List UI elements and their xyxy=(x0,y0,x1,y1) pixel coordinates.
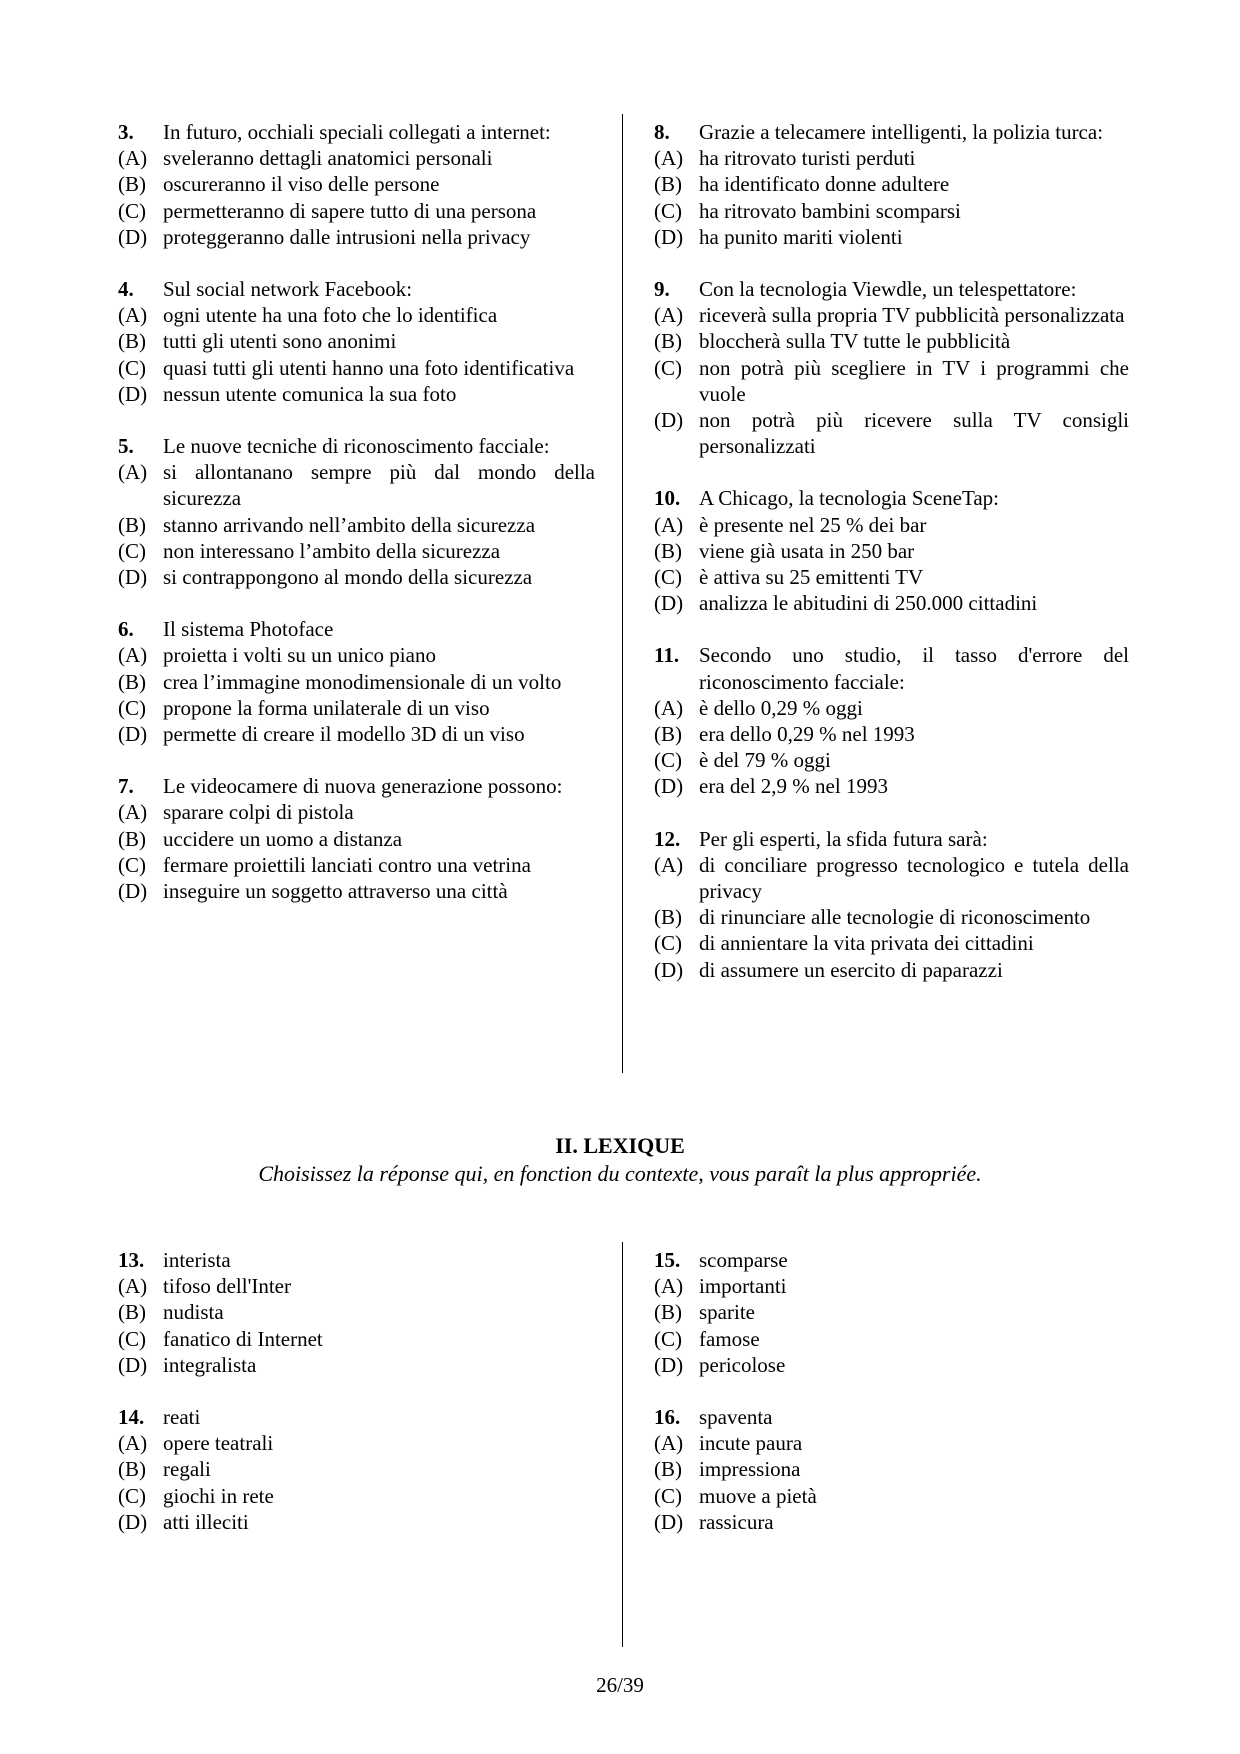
option-text: inseguire un soggetto attraverso una città xyxy=(163,879,508,904)
option-label: (D) xyxy=(118,1352,148,1377)
option-label: (D) xyxy=(654,957,684,982)
option-text: sparare colpi di pistola xyxy=(163,800,354,825)
option-text: si allontanano sempre più dal mondo della sicurezza xyxy=(163,460,595,511)
comprehension-questions-right xyxy=(654,119,1129,1009)
answer-option xyxy=(118,695,595,721)
option-label: (B) xyxy=(654,172,682,197)
question-stem: A Chicago, la tecnologia SceneTap: xyxy=(699,486,1000,511)
option-text: di rinunciare alle tecnologie di riconoscimento xyxy=(699,905,1091,930)
option-label: (D) xyxy=(118,381,148,406)
answer-option xyxy=(654,171,1129,197)
option-text: incute paura xyxy=(699,1431,803,1456)
option-text: muove a pietà xyxy=(699,1483,817,1508)
answer-option xyxy=(654,564,1129,590)
option-label: (D) xyxy=(654,408,684,433)
option-label: (A) xyxy=(118,146,148,171)
question-stem: In futuro, occhiali speciali collegati a internet: xyxy=(163,120,551,144)
option-label: (B) xyxy=(118,172,146,197)
option-label: (C) xyxy=(118,1483,146,1508)
section-title: II. LEXIQUE xyxy=(555,1133,685,1158)
option-text: ogni utente ha una foto che lo identifica xyxy=(163,303,498,328)
option-label: (A) xyxy=(118,800,148,825)
answer-option xyxy=(654,773,1129,799)
option-label: (D) xyxy=(654,591,684,616)
answer-option xyxy=(118,1326,595,1352)
question-block xyxy=(118,616,595,747)
answer-option xyxy=(654,512,1129,538)
answer-option xyxy=(118,355,595,381)
answer-option xyxy=(654,1299,1129,1325)
question-number: 3. xyxy=(118,120,134,144)
question-number: 5. xyxy=(118,434,134,459)
answer-option xyxy=(118,1299,595,1325)
question-block xyxy=(118,773,595,904)
question-stem: Le videocamere di nuova generazione possono: xyxy=(163,774,563,799)
option-text: di assumere un esercito di paparazzi xyxy=(699,957,1003,982)
question-number: 15. xyxy=(654,1248,681,1272)
question-stem-row xyxy=(118,1247,595,1273)
option-label: (D) xyxy=(654,1509,684,1534)
question-number: 8. xyxy=(654,120,670,144)
answer-option xyxy=(654,355,1129,407)
option-text: uccidere un uomo a distanza xyxy=(163,826,403,851)
answer-option xyxy=(118,381,595,407)
option-label: (A) xyxy=(654,695,684,720)
option-label: (C) xyxy=(654,355,682,380)
option-text: famose xyxy=(699,1326,760,1351)
question-block xyxy=(654,642,1129,799)
option-label: (B) xyxy=(654,538,682,563)
answer-option xyxy=(118,459,595,511)
option-text: viene già usata in 250 bar xyxy=(699,538,915,563)
option-text: ha ritrovato bambini scomparsi xyxy=(699,198,961,223)
option-label: (C) xyxy=(118,538,146,563)
option-text: tutti gli utenti sono anonimi xyxy=(163,329,397,354)
answer-option xyxy=(654,145,1129,171)
lexique-questions-right xyxy=(654,1247,1129,1561)
answer-option xyxy=(118,512,595,538)
page-number: 26/39 xyxy=(596,1673,644,1697)
option-text: oscureranno il viso delle persone xyxy=(163,172,440,197)
option-text: è presente nel 25 % dei bar xyxy=(699,512,927,537)
option-text: sparite xyxy=(699,1300,755,1325)
option-label: (B) xyxy=(654,905,682,930)
option-label: (B) xyxy=(118,512,146,537)
option-text: integralista xyxy=(163,1352,257,1377)
option-text: di annientare la vita privata dei cittadini xyxy=(699,931,1034,956)
option-text: è del 79 % oggi xyxy=(699,748,831,773)
question-stem: scomparse xyxy=(699,1248,788,1272)
answer-option xyxy=(654,1352,1129,1378)
option-text: non potrà più scegliere in TV i programmi che vuole xyxy=(699,355,1129,406)
option-label: (B) xyxy=(118,826,146,851)
question-stem: reati xyxy=(163,1405,201,1430)
option-text: sveleranno dettagli anatomici personali xyxy=(163,146,493,171)
option-label: (D) xyxy=(654,224,684,249)
question-stem: Con la tecnologia Viewdle, un telespettatore: xyxy=(699,277,1077,302)
option-text: fanatico di Internet xyxy=(163,1326,323,1351)
option-label: (B) xyxy=(654,1457,682,1482)
answer-option xyxy=(118,852,595,878)
option-label: (A) xyxy=(654,1274,684,1299)
option-label: (B) xyxy=(118,669,146,694)
option-text: di conciliare progresso tecnologico e tutela della privacy xyxy=(699,852,1129,904)
question-stem-row xyxy=(654,1247,1129,1273)
option-text: era dello 0,29 % nel 1993 xyxy=(699,722,915,747)
question-block xyxy=(118,433,595,590)
option-label: (A) xyxy=(654,852,684,877)
option-text: ha identificato donne adultere xyxy=(699,172,950,197)
option-label: (C) xyxy=(654,565,682,590)
question-block xyxy=(118,1247,595,1378)
question-number: 13. xyxy=(118,1248,145,1272)
option-label: (B) xyxy=(654,722,682,747)
question-stem: Sul social network Facebook: xyxy=(163,277,413,302)
option-text: ha ritrovato turisti perduti xyxy=(699,146,916,171)
question-block xyxy=(654,1247,1129,1378)
question-stem-row xyxy=(118,119,595,145)
answer-option xyxy=(118,1483,595,1509)
question-block xyxy=(118,276,595,407)
option-text: pericolose xyxy=(699,1352,786,1377)
option-label: (D) xyxy=(118,224,148,249)
option-text: proteggeranno dalle intrusioni nella privacy xyxy=(163,224,531,249)
question-stem-row xyxy=(118,773,595,799)
option-label: (D) xyxy=(118,1509,148,1534)
option-label: (D) xyxy=(118,565,148,590)
option-text: analizza le abitudini di 250.000 cittadini xyxy=(699,591,1038,616)
question-block xyxy=(654,1404,1129,1535)
answer-option xyxy=(118,1430,595,1456)
answer-option xyxy=(118,145,595,171)
option-label: (B) xyxy=(118,329,146,354)
question-stem: Le nuove tecniche di riconoscimento facciale: xyxy=(163,434,550,459)
answer-option xyxy=(654,590,1129,616)
question-stem: interista xyxy=(163,1248,231,1272)
option-label: (A) xyxy=(118,1431,148,1456)
question-number: 12. xyxy=(654,826,681,851)
option-label: (D) xyxy=(654,1352,684,1377)
answer-option xyxy=(118,826,595,852)
option-label: (D) xyxy=(654,774,684,799)
answer-option xyxy=(654,198,1129,224)
answer-option xyxy=(118,721,595,747)
option-text: atti illeciti xyxy=(163,1509,249,1534)
option-label: (C) xyxy=(118,1326,146,1351)
option-text: stanno arrivando nell’ambito della sicurezza xyxy=(163,512,536,537)
option-text: nudista xyxy=(163,1300,224,1325)
question-stem-row xyxy=(654,276,1129,302)
question-number: 7. xyxy=(118,774,134,799)
comprehension-questions-left xyxy=(118,119,595,930)
option-text: crea l’immagine monodimensionale di un volto xyxy=(163,669,562,694)
option-label: (C) xyxy=(118,198,146,223)
option-label: (A) xyxy=(118,643,148,668)
option-label: (B) xyxy=(654,1300,682,1325)
question-block xyxy=(654,826,1129,983)
question-stem-row xyxy=(654,119,1129,145)
answer-option xyxy=(118,224,595,250)
option-label: (C) xyxy=(654,1483,682,1508)
option-text: tifoso dell'Inter xyxy=(163,1274,291,1299)
option-text: permette di creare il modello 3D di un viso xyxy=(163,722,525,747)
question-block xyxy=(118,1404,595,1535)
lexique-section-heading xyxy=(0,1132,1240,1188)
question-stem: Grazie a telecamere intelligenti, la polizia turca: xyxy=(699,120,1104,144)
question-number: 4. xyxy=(118,277,134,302)
option-text: riceverà sulla propria TV pubblicità personalizzata xyxy=(699,303,1125,328)
answer-option xyxy=(118,642,595,668)
option-text: non potrà più ricevere sulla TV consigli personalizzati xyxy=(699,408,1129,459)
question-number: 9. xyxy=(654,277,670,302)
question-number: 16. xyxy=(654,1405,681,1430)
option-text: giochi in rete xyxy=(163,1483,274,1508)
answer-option xyxy=(118,878,595,904)
answer-option xyxy=(118,1456,595,1482)
option-text: regali xyxy=(163,1457,211,1482)
option-text: opere teatrali xyxy=(163,1431,274,1456)
option-text: ha punito mariti violenti xyxy=(699,224,903,249)
answer-option xyxy=(118,302,595,328)
option-label: (A) xyxy=(118,460,148,485)
option-text: è attiva su 25 emittenti TV xyxy=(699,565,924,590)
answer-option xyxy=(118,328,595,354)
option-label: (C) xyxy=(654,931,682,956)
answer-option xyxy=(118,171,595,197)
answer-option xyxy=(654,695,1129,721)
option-label: (C) xyxy=(118,852,146,877)
option-label: (B) xyxy=(118,1457,146,1482)
option-label: (A) xyxy=(118,303,148,328)
question-block xyxy=(654,276,1129,459)
answer-option xyxy=(654,930,1129,956)
answer-option xyxy=(654,407,1129,459)
option-text: fermare proiettili lanciati contro una vetrina xyxy=(163,852,531,877)
option-text: impressiona xyxy=(699,1457,801,1482)
question-number: 6. xyxy=(118,617,134,642)
answer-option xyxy=(654,328,1129,354)
option-label: (C) xyxy=(654,198,682,223)
question-stem-row xyxy=(118,616,595,642)
question-stem-row xyxy=(118,1404,595,1430)
option-label: (A) xyxy=(654,1431,684,1456)
option-text: nessun utente comunica la sua foto xyxy=(163,381,457,406)
option-text: si contrappongono al mondo della sicurezza xyxy=(163,565,533,590)
answer-option xyxy=(654,1483,1129,1509)
question-number: 10. xyxy=(654,486,681,511)
question-block xyxy=(118,119,595,250)
question-stem-row xyxy=(654,485,1129,511)
question-stem: spaventa xyxy=(699,1405,773,1430)
question-block xyxy=(654,119,1129,250)
answer-option xyxy=(118,799,595,825)
answer-option xyxy=(118,1509,595,1535)
answer-option xyxy=(118,198,595,224)
option-label: (C) xyxy=(118,355,146,380)
option-label: (B) xyxy=(654,329,682,354)
option-text: bloccherà sulla TV tutte le pubblicità xyxy=(699,329,1011,354)
option-text: era del 2,9 % nel 1993 xyxy=(699,774,888,799)
question-number: 11. xyxy=(654,643,680,668)
question-stem-row xyxy=(654,1404,1129,1430)
answer-option xyxy=(654,538,1129,564)
question-stem: Secondo uno studio, il tasso d'errore del riconoscimento facciale: xyxy=(699,643,1129,694)
option-text: permetteranno di sapere tutto di una persona xyxy=(163,198,537,223)
section-instructions: Choisissez la réponse qui, en fonction du contexte, vous paraît la plus appropriée. xyxy=(258,1161,982,1186)
answer-option xyxy=(654,1326,1129,1352)
option-label: (C) xyxy=(654,1326,682,1351)
question-stem-row xyxy=(118,276,595,302)
question-block xyxy=(654,485,1129,616)
answer-option xyxy=(118,564,595,590)
answer-option xyxy=(118,669,595,695)
answer-option xyxy=(654,302,1129,328)
option-text: quasi tutti gli utenti hanno una foto identificativa xyxy=(163,355,575,380)
question-stem: Il sistema Photoface xyxy=(163,617,334,642)
option-label: (A) xyxy=(654,512,684,537)
question-stem-row xyxy=(118,433,595,459)
option-label: (A) xyxy=(654,303,684,328)
option-text: è dello 0,29 % oggi xyxy=(699,695,863,720)
answer-option xyxy=(654,747,1129,773)
question-stem: Per gli esperti, la sfida futura sarà: xyxy=(699,826,988,851)
question-stem-row xyxy=(654,826,1129,852)
answer-option xyxy=(118,1352,595,1378)
answer-option xyxy=(654,224,1129,250)
answer-option xyxy=(654,957,1129,983)
answer-option xyxy=(654,904,1129,930)
option-text: non interessano l’ambito della sicurezza xyxy=(163,538,501,563)
question-number: 14. xyxy=(118,1405,145,1430)
answer-option xyxy=(654,1273,1129,1299)
lexique-questions-left xyxy=(118,1247,595,1561)
option-label: (C) xyxy=(654,748,682,773)
answer-option xyxy=(118,538,595,564)
answer-option xyxy=(654,1456,1129,1482)
answer-option xyxy=(654,721,1129,747)
column-divider xyxy=(622,114,623,1073)
column-divider xyxy=(622,1242,623,1647)
option-text: propone la forma unilaterale di un viso xyxy=(163,695,490,720)
option-label: (C) xyxy=(118,695,146,720)
answer-option xyxy=(654,852,1129,904)
answer-option xyxy=(118,1273,595,1299)
answer-option xyxy=(654,1430,1129,1456)
option-label: (A) xyxy=(654,146,684,171)
option-label: (D) xyxy=(118,722,148,747)
option-text: proietta i volti su un unico piano xyxy=(163,643,436,668)
option-label: (D) xyxy=(118,879,148,904)
answer-option xyxy=(654,1509,1129,1535)
question-stem-row xyxy=(654,642,1129,694)
option-text: importanti xyxy=(699,1274,787,1299)
option-label: (A) xyxy=(118,1274,148,1299)
option-text: rassicura xyxy=(699,1509,774,1534)
option-label: (B) xyxy=(118,1300,146,1325)
